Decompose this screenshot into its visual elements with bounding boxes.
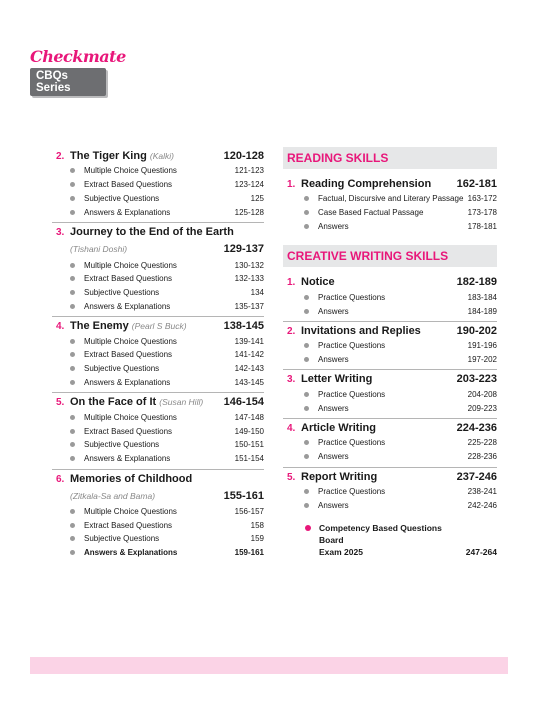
list-item[interactable]: [52, 362, 264, 376]
item-label: Answers: [318, 403, 349, 413]
item-pages: 163-172: [467, 194, 497, 204]
chapter-title-text: Reading Comprehension: [301, 178, 432, 190]
item-label: Subjective Questions: [84, 193, 160, 203]
item-pages: 197-202: [467, 355, 497, 365]
item-pages: 178-181: [467, 221, 497, 231]
chapter-number: 1.: [287, 277, 296, 289]
list-item[interactable]: [52, 348, 264, 362]
bullet-icon: [70, 168, 75, 173]
item-pages: 150-151: [234, 440, 264, 450]
competency-title: Competency Based Questions Board: [319, 523, 442, 546]
bullet-icon: [70, 442, 75, 447]
bullet-icon: [304, 343, 309, 348]
bullet-icon: [70, 339, 75, 344]
list-item[interactable]: [283, 450, 497, 464]
bullet-icon: [70, 523, 75, 528]
list-item[interactable]: [283, 353, 497, 367]
chapter-pages: 138-145: [223, 320, 264, 333]
bullet-icon: [70, 415, 75, 420]
item-pages: 228-236: [467, 452, 497, 462]
item-label: Answers: [318, 355, 349, 365]
list-item[interactable]: [52, 192, 264, 206]
bullet-icon: [70, 276, 75, 281]
chapter-title-text: Article Writing: [301, 422, 376, 435]
chapter-title: [301, 422, 457, 434]
bullet-icon: [304, 440, 309, 445]
chapter-title: [301, 471, 457, 483]
item-pages: 149-150: [234, 426, 264, 436]
chapter-title: [70, 396, 224, 408]
footer-band: [30, 657, 508, 674]
list-item[interactable]: [52, 334, 264, 348]
bullet-icon: [304, 392, 309, 397]
bullet-icon: [70, 366, 75, 371]
list-item[interactable]: [52, 452, 264, 466]
bullet-icon: [70, 263, 75, 268]
bullet-icon: [70, 352, 75, 357]
item-pages: 121-123: [234, 166, 264, 176]
item-label: Practice Questions: [318, 486, 386, 496]
chapter-author: (Zitkala-Sa and Bama): [70, 490, 156, 501]
item-label: Extract Based Questions: [84, 180, 173, 190]
list-item[interactable]: [52, 205, 264, 219]
bullet-icon: [304, 196, 309, 201]
item-label: Answers & Explanations: [84, 207, 171, 217]
list-item[interactable]: [52, 286, 264, 300]
item-pages: 135-137: [234, 301, 264, 311]
chapter-heading[interactable]: [52, 393, 264, 410]
bullet-icon: [304, 295, 309, 300]
bullet-icon: [70, 380, 75, 385]
chapter-number: 6.: [56, 473, 65, 485]
bullet-icon: [70, 182, 75, 187]
item-pages: 209-223: [467, 403, 497, 413]
bullet-icon: [304, 210, 309, 215]
item-pages: 159: [250, 534, 264, 544]
chapter-heading[interactable]: [283, 370, 497, 387]
item-label: Practice Questions: [318, 389, 386, 399]
item-label: Subjective Questions: [84, 288, 160, 298]
chapter-title-text: Journey to the End of the Earth: [70, 226, 234, 239]
item-pages: 125: [250, 193, 264, 203]
chapter-title-text: Memories of Childhood: [70, 472, 193, 485]
chapter-title-text: Invitations and Replies: [301, 324, 421, 337]
bullet-icon: [70, 509, 75, 514]
chapter-heading[interactable]: [283, 419, 497, 436]
chapter-number: 2.: [56, 151, 65, 162]
section-heading-reading: READING SKILLS: [283, 147, 497, 169]
list-item[interactable]: [283, 304, 497, 318]
list-item[interactable]: [52, 546, 264, 560]
chapter-author-line: [52, 240, 264, 258]
chapter-title-text: Letter Writing: [301, 373, 373, 386]
list-item[interactable]: [52, 505, 264, 519]
item-label: Case Based Factual Passage: [318, 208, 424, 218]
chapter-number: 2.: [287, 325, 296, 337]
chapter-title: [70, 150, 224, 162]
item-pages: 151-154: [234, 454, 264, 464]
item-pages: 183-184: [467, 292, 497, 302]
list-item[interactable]: [52, 178, 264, 192]
chapter-title: [301, 373, 457, 385]
item-label: Answers & Explanations: [84, 301, 171, 311]
bullet-icon: [304, 489, 309, 494]
chapter-title: [301, 325, 457, 337]
chapter-title: [301, 178, 457, 190]
bullet-icon: [70, 550, 75, 555]
list-item[interactable]: [283, 498, 497, 512]
chapter-number: 5.: [287, 471, 296, 483]
item-pages: 142-143: [234, 364, 264, 374]
list-item[interactable]: [283, 436, 497, 450]
item-label: Multiple Choice Questions: [84, 166, 177, 176]
chapter-pages: 146-154: [223, 396, 264, 409]
list-item[interactable]: [52, 376, 264, 390]
logo-wordmark: Checkmate: [30, 47, 126, 66]
list-item[interactable]: [283, 339, 497, 353]
chapter-title-text: Notice: [301, 276, 335, 289]
bullet-icon: [70, 196, 75, 201]
chapter-author: (Kalki): [149, 151, 174, 161]
item-pages: 139-141: [234, 336, 264, 346]
chapter-author: (Tishani Doshi): [70, 244, 128, 255]
chapter-author-line: [52, 487, 264, 505]
chapter-heading[interactable]: [52, 317, 264, 334]
item-pages: 143-145: [234, 377, 264, 387]
item-label: Subjective Questions: [84, 440, 160, 450]
bullet-icon: [70, 210, 75, 215]
chapter-title: [301, 276, 457, 288]
list-item[interactable]: [52, 410, 264, 424]
item-pages: 238-241: [467, 486, 497, 496]
bullet-icon: [70, 456, 75, 461]
chapter-number: 1.: [287, 179, 296, 190]
item-label: Answers & Explanations: [84, 454, 171, 464]
chapter-heading[interactable]: [283, 273, 497, 290]
chapter-title: [70, 226, 264, 238]
chapter-pages: 224-236: [456, 422, 497, 435]
chapter-heading[interactable]: [283, 322, 497, 339]
bullet-icon: [70, 429, 75, 434]
item-label: Answers: [318, 306, 349, 316]
chapter-title-text: The Tiger King: [70, 150, 147, 162]
chapter-heading[interactable]: [283, 468, 497, 485]
bullet-icon: [304, 357, 309, 362]
item-label: Multiple Choice Questions: [84, 336, 177, 346]
chapter-number: 5.: [56, 397, 65, 409]
item-label: Subjective Questions: [84, 534, 160, 544]
bullet-icon: [70, 290, 75, 295]
item-label: Multiple Choice Questions: [84, 412, 177, 422]
bullet-icon: [70, 304, 75, 309]
list-item[interactable]: [52, 299, 264, 313]
item-pages: 225-228: [467, 438, 497, 448]
right-contents-column: [283, 147, 497, 558]
item-pages: 204-208: [467, 389, 497, 399]
item-pages: 132-133: [234, 274, 264, 284]
chapter-heading[interactable]: [52, 470, 264, 487]
list-item[interactable]: [283, 401, 497, 415]
item-label: Answers: [318, 500, 349, 510]
item-pages: 130-132: [234, 260, 264, 270]
bullet-icon: [305, 525, 311, 531]
list-item[interactable]: [283, 192, 497, 206]
item-label: Answers: [318, 452, 349, 462]
item-label: Answers & Explanations: [84, 377, 171, 387]
series-badge: CBQs Series: [30, 68, 106, 96]
list-item[interactable]: [52, 258, 264, 272]
chapter-number: 4.: [56, 321, 65, 333]
chapter-pages: 203-223: [456, 373, 497, 386]
item-label: Extract Based Questions: [84, 520, 173, 530]
chapter-heading[interactable]: [52, 223, 264, 240]
bullet-icon: [70, 536, 75, 541]
item-label: Answers & Explanations: [84, 548, 178, 558]
list-item[interactable]: [283, 387, 497, 401]
chapter-title-text: The Enemy: [70, 320, 129, 333]
competency-entry[interactable]: [283, 512, 497, 558]
chapter-pages: 190-202: [456, 324, 497, 337]
item-pages: 158: [250, 520, 264, 530]
item-label: Multiple Choice Questions: [84, 260, 177, 270]
left-contents-column: [52, 147, 264, 560]
list-item[interactable]: [52, 518, 264, 532]
list-item[interactable]: [283, 206, 497, 220]
chapter-title: [70, 473, 264, 485]
item-label: Extract Based Questions: [84, 350, 173, 360]
chapter-heading[interactable]: [52, 147, 264, 164]
item-label: Extract Based Questions: [84, 274, 173, 284]
item-pages: 191-196: [467, 341, 497, 351]
chapter-pages: 162-181: [456, 178, 497, 190]
logo: [30, 47, 126, 96]
bullet-icon: [304, 454, 309, 459]
item-pages: 134: [250, 288, 264, 298]
chapter-pages: 237-246: [456, 470, 497, 483]
chapter-number: 3.: [56, 227, 65, 239]
list-item[interactable]: [52, 424, 264, 438]
chapter-title: [70, 320, 224, 332]
item-pages: 125-128: [234, 207, 264, 217]
bullet-icon: [304, 309, 309, 314]
chapter-number: 3.: [287, 374, 296, 386]
list-item[interactable]: [52, 272, 264, 286]
item-label: Practice Questions: [318, 341, 386, 351]
list-item[interactable]: [283, 290, 497, 304]
item-label: Practice Questions: [318, 292, 386, 302]
item-pages: 147-148: [234, 412, 264, 422]
list-item[interactable]: [52, 164, 264, 178]
list-item[interactable]: [283, 485, 497, 499]
chapter-pages: 155-161: [223, 489, 264, 502]
chapter-author: (Pearl S Buck): [131, 321, 187, 332]
list-item[interactable]: [52, 532, 264, 546]
item-pages: 159-161: [234, 548, 264, 558]
list-item[interactable]: [283, 220, 497, 234]
chapter-pages: 182-189: [456, 276, 497, 289]
item-label: Subjective Questions: [84, 364, 160, 374]
list-item[interactable]: [52, 438, 264, 452]
item-label: Answers: [318, 221, 349, 231]
competency-title-line2: Exam 2025: [319, 547, 363, 558]
item-pages: 156-157: [234, 506, 264, 516]
section-heading-writing: CREATIVE WRITING SKILLS: [283, 245, 497, 267]
item-pages: 184-189: [467, 306, 497, 316]
bullet-icon: [304, 224, 309, 229]
chapter-title-text: On the Face of It: [70, 396, 157, 409]
item-pages: 173-178: [467, 208, 497, 218]
bullet-icon: [304, 503, 309, 508]
chapter-pages: 120-128: [223, 150, 264, 162]
item-label: Multiple Choice Questions: [84, 506, 177, 516]
item-label: Factual, Discursive and Literary Passage: [318, 194, 464, 204]
chapter-number: 4.: [287, 423, 296, 435]
item-label: Extract Based Questions: [84, 426, 173, 436]
chapter-heading[interactable]: [283, 175, 497, 192]
chapter-pages: 129-137: [223, 243, 264, 256]
bullet-icon: [304, 406, 309, 411]
item-label: Practice Questions: [318, 438, 386, 448]
item-pages: 141-142: [234, 350, 264, 360]
competency-pages: 247-264: [465, 547, 497, 558]
item-pages: 123-124: [234, 180, 264, 190]
chapter-author: (Susan Hill): [159, 397, 204, 408]
chapter-title-text: Report Writing: [301, 470, 378, 483]
item-pages: 242-246: [467, 500, 497, 510]
